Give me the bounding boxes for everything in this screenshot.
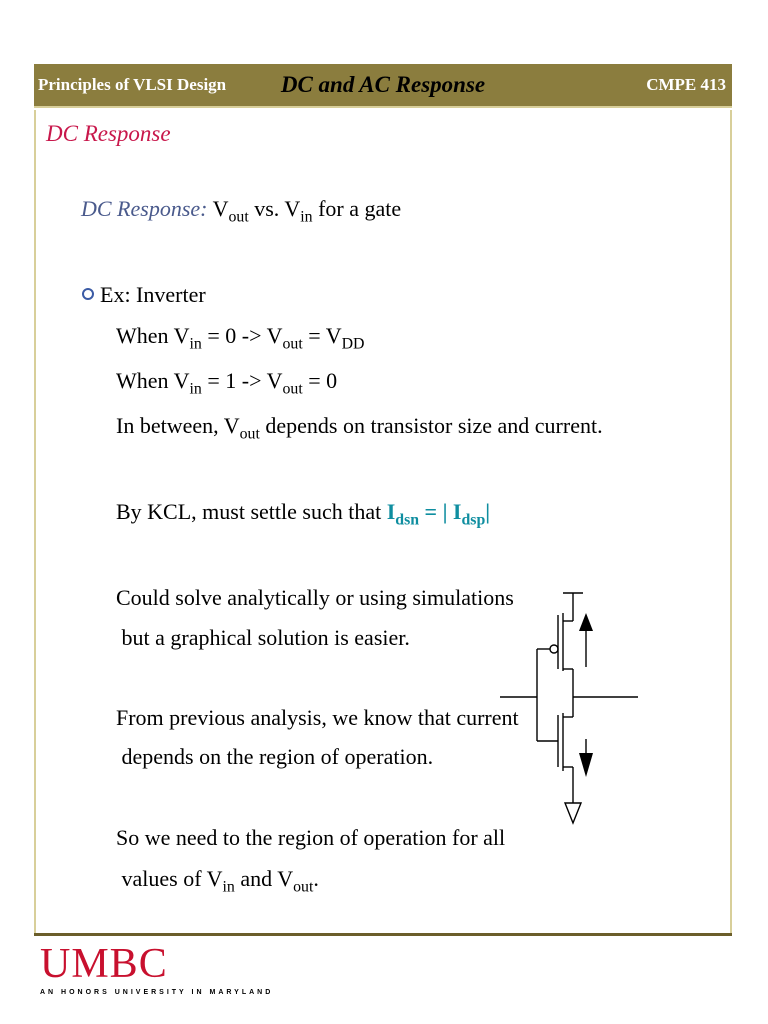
inverter-line-vin1: When $V_{in} = 1 -> V_{out} = 0$ bbox=[116, 368, 338, 398]
kcl-equation: $I_{dsn}$ = | $I_{dsp}|$ bbox=[386, 499, 491, 529]
lead-text: $V_{out}$ vs. $V_{in}$ for a gate bbox=[212, 196, 402, 226]
bullet-circle-icon bbox=[82, 288, 94, 300]
slide-title: DC and AC Response bbox=[280, 72, 486, 97]
kcl-line: By KCL, must settle such that $I_{dsn}$ = | $I_{dsp}|$ bbox=[116, 499, 491, 529]
umbc-logo bbox=[40, 943, 273, 996]
course-code: CMPE 413 bbox=[646, 75, 726, 94]
bullet-text: Ex: Inverter bbox=[100, 282, 206, 307]
paragraph-line-6: values of $V_{in}$ and $V_{out}$. bbox=[116, 866, 319, 896]
lead-emphasis: DC Response: bbox=[81, 196, 208, 221]
course-title: Principles of VLSI Design bbox=[38, 75, 227, 94]
paragraph-line-3: From previous analysis, we know that current bbox=[116, 705, 519, 730]
bullet-item-inverter bbox=[82, 282, 206, 308]
inverter-schematic-diagram bbox=[495, 585, 645, 830]
paragraph-line-4: depends on the region of operation. bbox=[116, 744, 434, 769]
paragraph-line-5: So we need to the region of operation for all bbox=[116, 825, 506, 850]
inverter-line-vin0: When $V_{in} = 0 -> V_{out} = V_{DD}$ bbox=[116, 323, 365, 353]
paragraph-line-1: Could solve analytically or using simulations bbox=[116, 585, 514, 610]
paragraph-line-2: but a graphical solution is easier. bbox=[116, 625, 410, 650]
bottom-divider bbox=[34, 933, 732, 936]
umbc-logo-tagline: AN HONORS UNIVERSITY IN MARYLAND bbox=[40, 989, 274, 996]
section-title: DC Response bbox=[46, 121, 171, 146]
umbc-logo-mark: UMBC bbox=[40, 941, 168, 987]
slide-header bbox=[34, 64, 732, 108]
inverter-line-between: In between, $V_{out}$ depends on transistor size and current. bbox=[116, 413, 603, 443]
lead-line bbox=[81, 196, 402, 226]
